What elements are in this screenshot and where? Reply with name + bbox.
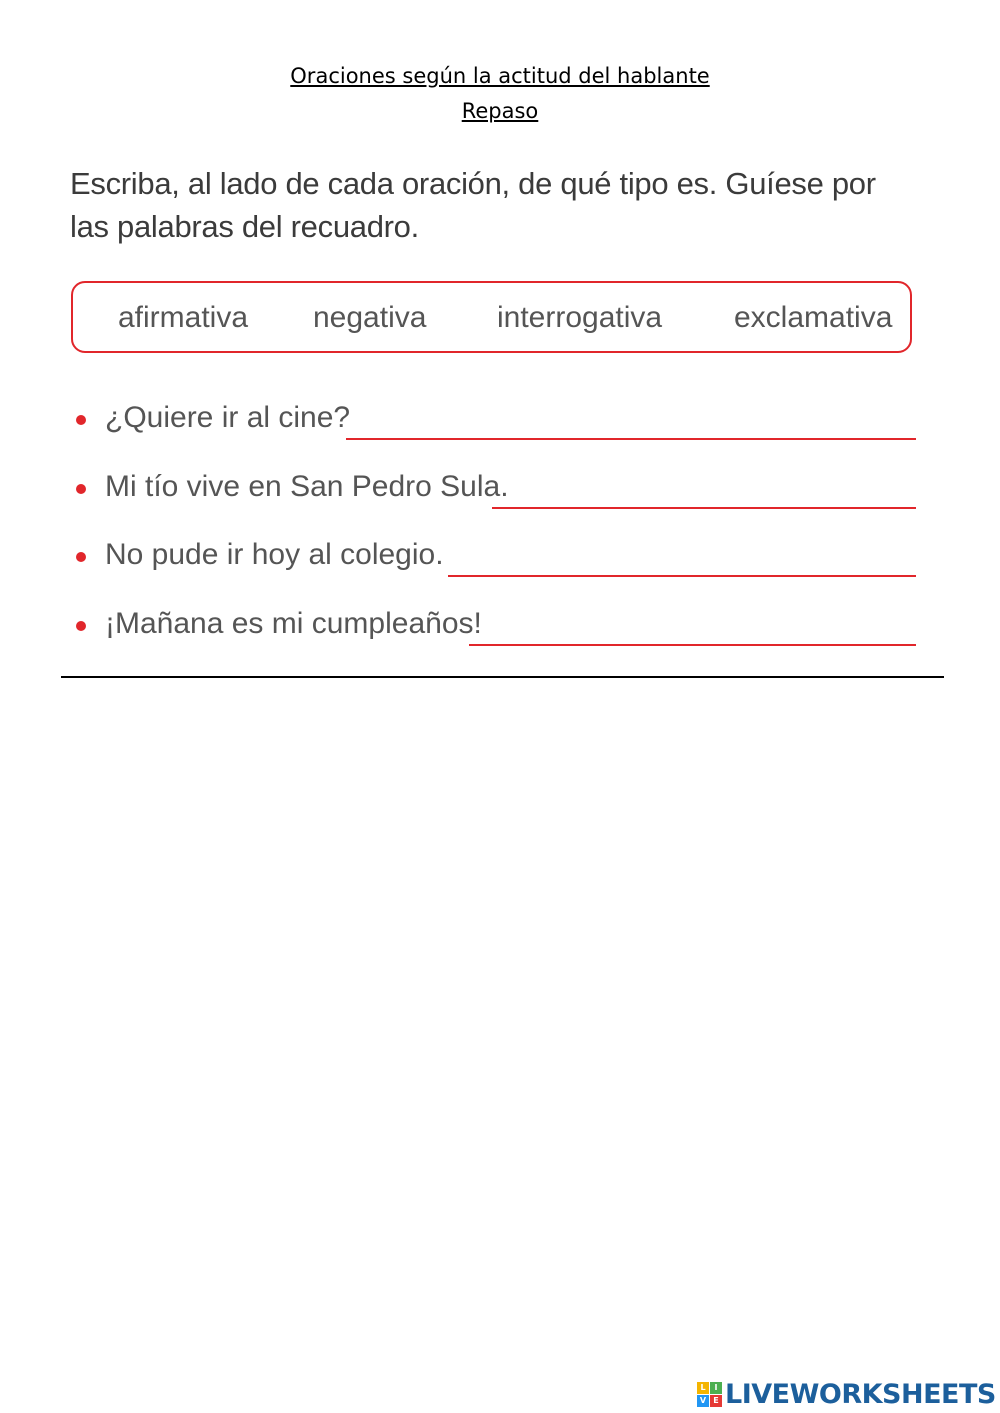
exercise-sentence: ¡Mañana es mi cumpleaños! [105,607,482,640]
exercise-sentence: Mi tío vive en San Pedro Sula. [105,470,509,503]
bullet-icon [76,552,86,562]
word-bank-item: negativa [313,301,427,334]
logo-text: LIVEWORKSHEETS [725,1378,996,1410]
answer-field[interactable] [346,438,916,440]
worksheet-title: Oraciones según la actitud del hablante [290,64,710,88]
worksheet-subtitle: Repaso [461,99,539,123]
bullet-icon [76,621,86,631]
bullet-icon [76,415,86,425]
exercise-sentence: ¿Quiere ir al cine? [105,401,351,434]
answer-field[interactable] [469,644,916,646]
exercise-item [72,401,920,445]
word-bank-item: exclamativa [734,301,893,334]
exercise-item [72,607,920,651]
exercise-item [72,470,920,514]
section-divider [61,676,944,678]
liveworksheets-logo [697,1377,996,1411]
word-bank-item: afirmativa [118,301,249,334]
instructions-text: Escriba, al lado de cada oración, de qué tipo es. Guíese por las palabras del recuadro. [70,166,876,244]
answer-field[interactable] [492,507,916,509]
exercise-item [72,538,920,582]
word-bank-box [71,281,912,353]
word-bank-item: interrogativa [497,301,663,334]
exercise-sentence: No pude ir hoy al colegio. [105,538,444,571]
answer-field[interactable] [448,575,916,577]
logo-mark-icon: L I V E [697,1382,722,1407]
bullet-icon [76,484,86,494]
